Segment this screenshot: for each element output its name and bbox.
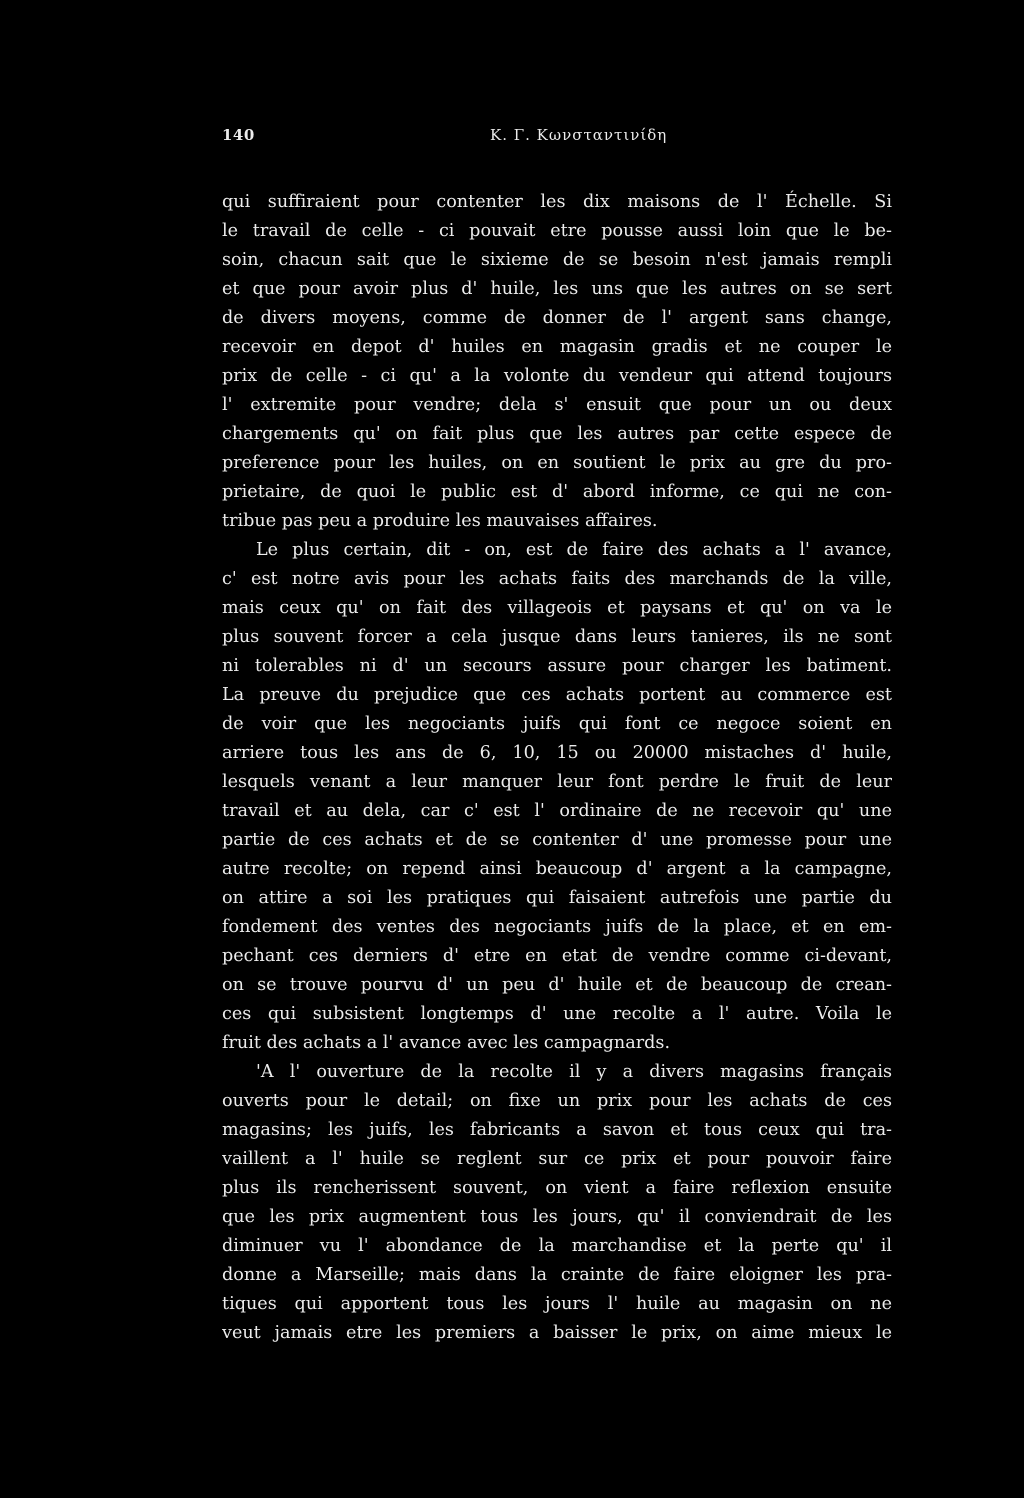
text-line: recevoir en depot d' huiles en magasin gradis et ne couper le — [222, 337, 892, 357]
text-line: La preuve du prejudice que ces achats portent au commerce est — [222, 685, 892, 705]
text-line: 'A l' ouverture de la recolte il y a divers magasins français — [256, 1062, 892, 1082]
text-line: l' extremite pour vendre; dela s' ensuit que pour un ou deux — [222, 395, 892, 415]
text-line: le travail de celle - ci pouvait etre pousse aussi loin que le be- — [222, 221, 892, 241]
text-line: diminuer vu l' abondance de la marchandise et la perte qu' il — [222, 1236, 892, 1256]
text-line: qui suffiraient pour contenter les dix maisons de l' Échelle. Si — [222, 192, 892, 212]
text-line: on attire a soi les pratiques qui faisaient autrefois une partie du — [222, 888, 892, 908]
text-line: veut jamais etre les premiers a baisser le prix, on aime mieux le — [222, 1323, 892, 1343]
text-line: fondement des ventes des negociants juifs de la place, et en em- — [222, 917, 892, 937]
text-line: chargements qu' on fait plus que les autres par cette espece de — [222, 424, 892, 444]
book-page — [222, 120, 892, 1348]
text-line: donne a Marseille; mais dans la crainte de faire eloigner les pra- — [222, 1265, 892, 1285]
running-head — [222, 120, 892, 152]
text-line: plus ils rencherissent souvent, on vient a faire reflexion ensuite — [222, 1178, 892, 1198]
text-line: vaillent a l' huile se reglent sur ce prix et pour pouvoir faire — [222, 1149, 892, 1169]
text-line: ni tolerables ni d' un secours assure pour charger les batiment. — [222, 656, 892, 676]
text-line: preference pour les huiles, on en soutient le prix au gre du pro- — [222, 453, 892, 473]
text-line: c' est notre avis pour les achats faits des marchands de la ville, — [222, 569, 892, 589]
text-line: autre recolte; on repend ainsi beaucoup d' argent a la campagne, — [222, 859, 892, 879]
text-line: Le plus certain, dit - on, est de faire des achats a l' avance, — [256, 540, 892, 560]
text-line: ces qui subsistent longtemps d' une recolte a l' autre. Voila le — [222, 1004, 892, 1024]
text-line: plus souvent forcer a cela jusque dans leurs tanieres, ils ne sont — [222, 627, 892, 647]
text-line: tribue pas peu a produire les mauvaises affaires. — [222, 511, 658, 531]
text-line: prix de celle - ci qu' a la volonte du vendeur qui attend toujours — [222, 366, 892, 386]
text-line: ouverts pour le detail; on fixe un prix pour les achats de ces — [222, 1091, 892, 1111]
text-line: et que pour avoir plus d' huile, les uns que les autres on se sert — [222, 279, 892, 299]
text-line: mais ceux qu' on fait des villageois et paysans et qu' on va le — [222, 598, 892, 618]
running-head-title: Κ. Γ. Κωνσταντινίδη — [490, 126, 668, 144]
text-line: on se trouve pourvu d' un peu d' huile et de beaucoup de crean- — [222, 975, 892, 995]
text-line: tiques qui apportent tous les jours l' huile au magasin on ne — [222, 1294, 892, 1314]
text-line: arriere tous les ans de 6, 10, 15 ou 20000 mistaches d' huile, — [222, 743, 892, 763]
text-line: de voir que les negociants juifs qui font ce negoce soient en — [222, 714, 892, 734]
text-line: soin, chacun sait que le sixieme de se besoin n'est jamais rempli — [222, 250, 892, 270]
text-line: pechant ces derniers d' etre en etat de vendre comme ci-devant, — [222, 946, 892, 966]
text-line: de divers moyens, comme de donner de l' argent sans change, — [222, 308, 892, 328]
text-line: prietaire, de quoi le public est d' abord informe, ce qui ne con- — [222, 482, 892, 502]
body-text — [222, 188, 892, 1348]
text-line: partie de ces achats et de se contenter d' une promesse pour une — [222, 830, 892, 850]
page-number: 140 — [222, 126, 255, 144]
text-line: magasins; les juifs, les fabricants a savon et tous ceux qui tra- — [222, 1120, 892, 1140]
text-line: fruit des achats a l' avance avec les campagnards. — [222, 1033, 671, 1053]
text-line: lesquels venant a leur manquer leur font perdre le fruit de leur — [222, 772, 892, 792]
text-line: travail et au dela, car c' est l' ordinaire de ne recevoir qu' une — [222, 801, 892, 821]
text-line: que les prix augmentent tous les jours, qu' il conviendrait de les — [222, 1207, 892, 1227]
